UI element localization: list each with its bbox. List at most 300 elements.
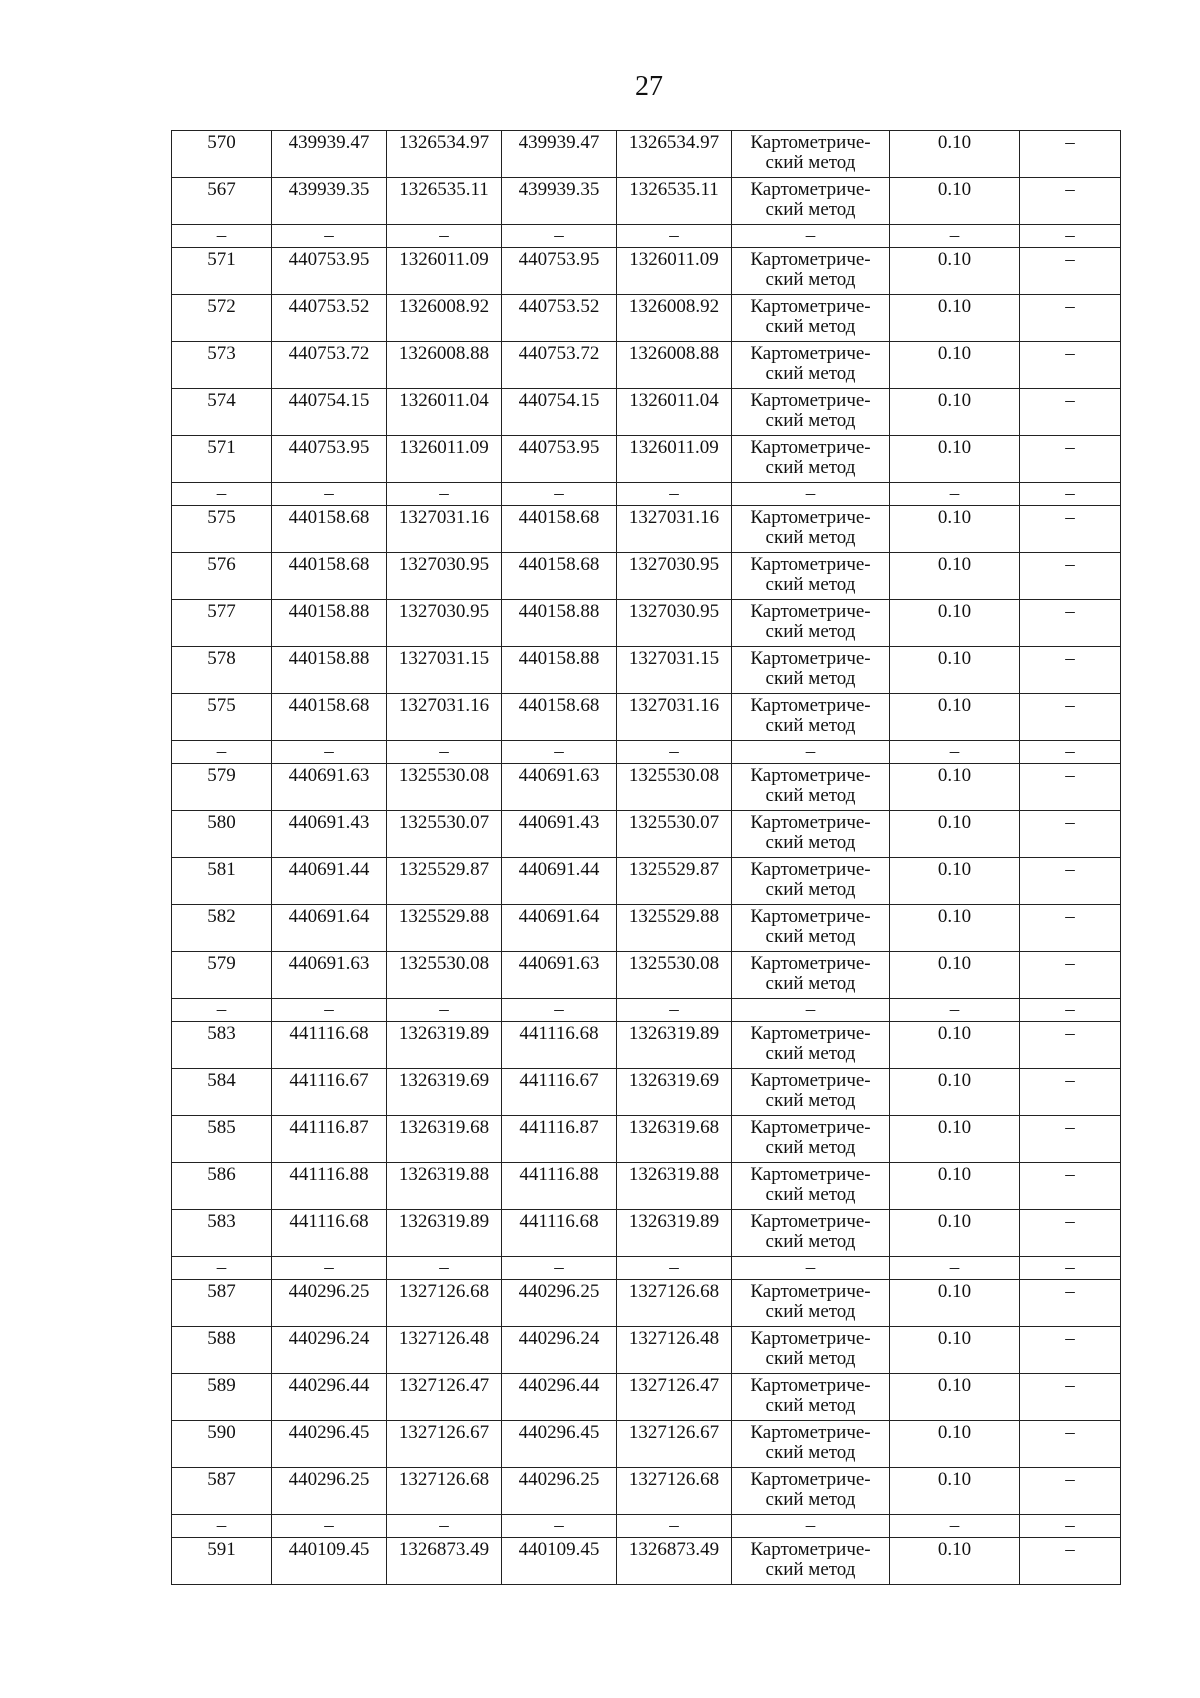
- method-line-1: Картометриче-: [750, 1539, 871, 1560]
- x-new-cell: 440753.52: [502, 295, 617, 342]
- table-row: [172, 506, 1121, 553]
- method-cell: [732, 1022, 890, 1069]
- accuracy-cell: 0.10: [890, 1374, 1020, 1421]
- note-cell: –: [1020, 647, 1121, 694]
- note-cell: –: [1020, 811, 1121, 858]
- point-number-cell: 579: [172, 952, 272, 999]
- method-line-1: Картометриче-: [750, 1070, 871, 1091]
- method-cell: [732, 553, 890, 600]
- separator-cell: –: [890, 1257, 1020, 1280]
- method-line-1: Картометриче-: [750, 695, 871, 716]
- table-row: [172, 647, 1121, 694]
- separator-cell: –: [617, 225, 732, 248]
- note-cell: –: [1020, 1210, 1121, 1257]
- x-existing-cell: 440296.44: [272, 1374, 387, 1421]
- y-existing-cell: 1327126.68: [387, 1280, 502, 1327]
- method-cell: [732, 389, 890, 436]
- method-line-2: ский метод: [765, 269, 856, 290]
- note-cell: –: [1020, 436, 1121, 483]
- x-new-cell: 441116.68: [502, 1022, 617, 1069]
- y-existing-cell: 1326319.69: [387, 1069, 502, 1116]
- method-line-2: ский метод: [765, 668, 856, 689]
- x-new-cell: 440296.24: [502, 1327, 617, 1374]
- note-cell: –: [1020, 600, 1121, 647]
- y-existing-cell: 1326008.92: [387, 295, 502, 342]
- note-cell: –: [1020, 506, 1121, 553]
- note-cell: –: [1020, 553, 1121, 600]
- method-line-1: Картометриче-: [750, 1281, 871, 1302]
- method-line-1: Картометриче-: [750, 132, 871, 153]
- y-existing-cell: 1327030.95: [387, 600, 502, 647]
- x-existing-cell: 440691.63: [272, 952, 387, 999]
- point-number-cell: 571: [172, 436, 272, 483]
- accuracy-cell: 0.10: [890, 248, 1020, 295]
- separator-cell: –: [732, 225, 890, 248]
- point-number-cell: 580: [172, 811, 272, 858]
- method-cell: [732, 811, 890, 858]
- table-row: [172, 1210, 1121, 1257]
- x-new-cell: 439939.35: [502, 178, 617, 225]
- point-number-cell: 588: [172, 1327, 272, 1374]
- accuracy-cell: 0.10: [890, 905, 1020, 952]
- separator-cell: –: [387, 1257, 502, 1280]
- note-cell: –: [1020, 1538, 1121, 1585]
- table-row: [172, 1538, 1121, 1585]
- separator-cell: –: [502, 999, 617, 1022]
- separator-cell: –: [1020, 225, 1121, 248]
- accuracy-cell: 0.10: [890, 694, 1020, 741]
- x-new-cell: 440158.88: [502, 647, 617, 694]
- point-number-cell: 575: [172, 694, 272, 741]
- table-row: [172, 389, 1121, 436]
- x-new-cell: 440158.68: [502, 506, 617, 553]
- method-line-1: Картометриче-: [750, 601, 871, 622]
- method-cell: [732, 764, 890, 811]
- x-existing-cell: 440753.95: [272, 248, 387, 295]
- x-existing-cell: 440296.45: [272, 1421, 387, 1468]
- method-cell: [732, 905, 890, 952]
- y-new-cell: 1326319.69: [617, 1069, 732, 1116]
- accuracy-cell: 0.10: [890, 295, 1020, 342]
- note-cell: –: [1020, 764, 1121, 811]
- method-line-1: Картометриче-: [750, 1023, 871, 1044]
- accuracy-cell: 0.10: [890, 1538, 1020, 1585]
- y-existing-cell: 1327031.16: [387, 694, 502, 741]
- point-number-cell: 585: [172, 1116, 272, 1163]
- separator-cell: –: [617, 741, 732, 764]
- method-line-1: Картометриче-: [750, 1422, 871, 1443]
- y-new-cell: 1326008.88: [617, 342, 732, 389]
- method-line-1: Картометриче-: [750, 296, 871, 317]
- separator-cell: –: [502, 225, 617, 248]
- separator-cell: –: [617, 483, 732, 506]
- point-number-cell: 574: [172, 389, 272, 436]
- note-cell: –: [1020, 952, 1121, 999]
- y-existing-cell: 1327031.16: [387, 506, 502, 553]
- method-line-1: Картометриче-: [750, 1211, 871, 1232]
- accuracy-cell: 0.10: [890, 811, 1020, 858]
- separator-cell: –: [1020, 483, 1121, 506]
- note-cell: –: [1020, 1022, 1121, 1069]
- x-new-cell: 440753.95: [502, 436, 617, 483]
- method-line-2: ский метод: [765, 1231, 856, 1252]
- table-row: [172, 1022, 1121, 1069]
- x-new-cell: 440753.95: [502, 248, 617, 295]
- point-number-cell: 587: [172, 1468, 272, 1515]
- point-number-cell: 578: [172, 647, 272, 694]
- x-new-cell: 440296.25: [502, 1280, 617, 1327]
- note-cell: –: [1020, 694, 1121, 741]
- page-number: 27: [635, 71, 663, 102]
- x-new-cell: 440753.72: [502, 342, 617, 389]
- accuracy-cell: 0.10: [890, 764, 1020, 811]
- y-new-cell: 1325529.87: [617, 858, 732, 905]
- separator-cell: –: [732, 999, 890, 1022]
- y-existing-cell: 1325530.07: [387, 811, 502, 858]
- x-existing-cell: 440109.45: [272, 1538, 387, 1585]
- method-cell: [732, 1116, 890, 1163]
- separator-cell: –: [890, 741, 1020, 764]
- x-existing-cell: 441116.68: [272, 1210, 387, 1257]
- method-line-2: ский метод: [765, 574, 856, 595]
- separator-cell: –: [387, 483, 502, 506]
- method-cell: [732, 131, 890, 178]
- method-cell: [732, 342, 890, 389]
- x-new-cell: 441116.87: [502, 1116, 617, 1163]
- method-line-2: ский метод: [765, 832, 856, 853]
- accuracy-cell: 0.10: [890, 1069, 1020, 1116]
- separator-row: [172, 999, 1121, 1022]
- note-cell: –: [1020, 248, 1121, 295]
- method-cell: [732, 1374, 890, 1421]
- point-number-cell: 571: [172, 248, 272, 295]
- separator-row: [172, 741, 1121, 764]
- point-number-cell: 587: [172, 1280, 272, 1327]
- separator-cell: –: [890, 225, 1020, 248]
- method-line-2: ский метод: [765, 1442, 856, 1463]
- y-new-cell: 1326535.11: [617, 178, 732, 225]
- x-new-cell: 440691.43: [502, 811, 617, 858]
- note-cell: –: [1020, 131, 1121, 178]
- x-existing-cell: 440753.95: [272, 436, 387, 483]
- method-line-1: Картометриче-: [750, 906, 871, 927]
- separator-cell: –: [890, 999, 1020, 1022]
- x-new-cell: 440691.44: [502, 858, 617, 905]
- separator-cell: –: [387, 741, 502, 764]
- method-line-1: Картометриче-: [750, 1164, 871, 1185]
- y-new-cell: 1326011.04: [617, 389, 732, 436]
- y-existing-cell: 1326011.04: [387, 389, 502, 436]
- accuracy-cell: 0.10: [890, 436, 1020, 483]
- x-new-cell: 440158.68: [502, 694, 617, 741]
- note-cell: –: [1020, 178, 1121, 225]
- x-new-cell: 441116.67: [502, 1069, 617, 1116]
- method-cell: [732, 1421, 890, 1468]
- table-row: [172, 1163, 1121, 1210]
- y-existing-cell: 1325530.08: [387, 764, 502, 811]
- separator-cell: –: [890, 483, 1020, 506]
- separator-cell: –: [1020, 741, 1121, 764]
- table-row: [172, 1374, 1121, 1421]
- accuracy-cell: 0.10: [890, 506, 1020, 553]
- method-line-1: Картометриче-: [750, 648, 871, 669]
- separator-row: [172, 1257, 1121, 1280]
- x-existing-cell: 440296.25: [272, 1280, 387, 1327]
- y-new-cell: 1327031.16: [617, 506, 732, 553]
- x-new-cell: 440158.68: [502, 553, 617, 600]
- accuracy-cell: 0.10: [890, 858, 1020, 905]
- separator-cell: –: [1020, 1257, 1121, 1280]
- separator-cell: –: [617, 999, 732, 1022]
- y-existing-cell: 1326011.09: [387, 248, 502, 295]
- method-cell: [732, 1327, 890, 1374]
- method-line-1: Картометриче-: [750, 1375, 871, 1396]
- accuracy-cell: 0.10: [890, 1210, 1020, 1257]
- method-line-2: ский метод: [765, 1301, 856, 1322]
- method-line-2: ский метод: [765, 1395, 856, 1416]
- method-cell: [732, 1163, 890, 1210]
- point-number-cell: 584: [172, 1069, 272, 1116]
- point-number-cell: 576: [172, 553, 272, 600]
- x-new-cell: 440158.88: [502, 600, 617, 647]
- table-row: [172, 952, 1121, 999]
- method-line-1: Картометриче-: [750, 1328, 871, 1349]
- note-cell: –: [1020, 1374, 1121, 1421]
- separator-cell: –: [732, 741, 890, 764]
- accuracy-cell: 0.10: [890, 178, 1020, 225]
- note-cell: –: [1020, 1468, 1121, 1515]
- x-existing-cell: 440158.88: [272, 600, 387, 647]
- table-row: [172, 131, 1121, 178]
- y-existing-cell: 1326011.09: [387, 436, 502, 483]
- point-number-cell: 589: [172, 1374, 272, 1421]
- point-number-cell: 586: [172, 1163, 272, 1210]
- y-new-cell: 1326534.97: [617, 131, 732, 178]
- y-existing-cell: 1325529.87: [387, 858, 502, 905]
- y-new-cell: 1326319.68: [617, 1116, 732, 1163]
- y-new-cell: 1326011.09: [617, 248, 732, 295]
- method-line-2: ский метод: [765, 1043, 856, 1064]
- x-existing-cell: 440158.68: [272, 694, 387, 741]
- point-number-cell: 591: [172, 1538, 272, 1585]
- table-row: [172, 1468, 1121, 1515]
- method-line-2: ский метод: [765, 621, 856, 642]
- method-cell: [732, 248, 890, 295]
- point-number-cell: 577: [172, 600, 272, 647]
- y-new-cell: 1326011.09: [617, 436, 732, 483]
- y-existing-cell: 1326008.88: [387, 342, 502, 389]
- accuracy-cell: 0.10: [890, 389, 1020, 436]
- separator-cell: –: [617, 1515, 732, 1538]
- y-existing-cell: 1325529.88: [387, 905, 502, 952]
- point-number-cell: 582: [172, 905, 272, 952]
- method-cell: [732, 436, 890, 483]
- note-cell: –: [1020, 1280, 1121, 1327]
- separator-cell: –: [272, 1515, 387, 1538]
- method-line-2: ский метод: [765, 1090, 856, 1111]
- method-cell: [732, 1280, 890, 1327]
- point-number-cell: 570: [172, 131, 272, 178]
- table-row: [172, 1327, 1121, 1374]
- x-existing-cell: 441116.67: [272, 1069, 387, 1116]
- table-row: [172, 905, 1121, 952]
- method-line-2: ский метод: [765, 152, 856, 173]
- method-line-2: ский метод: [765, 527, 856, 548]
- method-line-1: Картометриче-: [750, 859, 871, 880]
- separator-cell: –: [387, 1515, 502, 1538]
- method-cell: [732, 647, 890, 694]
- y-new-cell: 1327126.47: [617, 1374, 732, 1421]
- note-cell: –: [1020, 905, 1121, 952]
- accuracy-cell: 0.10: [890, 1421, 1020, 1468]
- separator-cell: –: [890, 1515, 1020, 1538]
- method-line-1: Картометриче-: [750, 507, 871, 528]
- method-line-1: Картометриче-: [750, 554, 871, 575]
- point-number-cell: 573: [172, 342, 272, 389]
- x-new-cell: 440691.63: [502, 764, 617, 811]
- x-existing-cell: 440753.52: [272, 295, 387, 342]
- method-cell: [732, 295, 890, 342]
- y-existing-cell: 1326873.49: [387, 1538, 502, 1585]
- y-existing-cell: 1326534.97: [387, 131, 502, 178]
- y-existing-cell: 1327030.95: [387, 553, 502, 600]
- x-new-cell: 440109.45: [502, 1538, 617, 1585]
- point-number-cell: 567: [172, 178, 272, 225]
- method-cell: [732, 1538, 890, 1585]
- separator-row: [172, 225, 1121, 248]
- y-new-cell: 1327126.68: [617, 1280, 732, 1327]
- method-cell: [732, 1210, 890, 1257]
- method-cell: [732, 1069, 890, 1116]
- y-existing-cell: 1327126.48: [387, 1327, 502, 1374]
- x-existing-cell: 440753.72: [272, 342, 387, 389]
- y-existing-cell: 1327031.15: [387, 647, 502, 694]
- point-number-cell: 575: [172, 506, 272, 553]
- method-line-2: ский метод: [765, 1348, 856, 1369]
- separator-cell: –: [502, 483, 617, 506]
- accuracy-cell: 0.10: [890, 342, 1020, 389]
- note-cell: –: [1020, 389, 1121, 436]
- method-line-2: ский метод: [765, 457, 856, 478]
- point-number-cell: 579: [172, 764, 272, 811]
- y-new-cell: 1327031.15: [617, 647, 732, 694]
- accuracy-cell: 0.10: [890, 1280, 1020, 1327]
- method-cell: [732, 1468, 890, 1515]
- y-new-cell: 1327126.68: [617, 1468, 732, 1515]
- table-row: [172, 553, 1121, 600]
- separator-cell: –: [272, 999, 387, 1022]
- x-existing-cell: 440158.68: [272, 553, 387, 600]
- separator-cell: –: [172, 1257, 272, 1280]
- coordinates-table: [171, 130, 1121, 1585]
- table-row: [172, 600, 1121, 647]
- table-row: [172, 295, 1121, 342]
- method-line-1: Картометриче-: [750, 343, 871, 364]
- x-existing-cell: 440754.15: [272, 389, 387, 436]
- method-line-1: Картометриче-: [750, 812, 871, 833]
- x-new-cell: 440691.63: [502, 952, 617, 999]
- y-new-cell: 1325530.08: [617, 952, 732, 999]
- separator-cell: –: [1020, 999, 1121, 1022]
- note-cell: –: [1020, 1163, 1121, 1210]
- y-new-cell: 1325530.08: [617, 764, 732, 811]
- method-line-1: Картометриче-: [750, 179, 871, 200]
- method-line-1: Картометриче-: [750, 249, 871, 270]
- separator-cell: –: [172, 741, 272, 764]
- accuracy-cell: 0.10: [890, 131, 1020, 178]
- method-cell: [732, 506, 890, 553]
- separator-cell: –: [502, 1515, 617, 1538]
- table-row: [172, 436, 1121, 483]
- separator-cell: –: [732, 483, 890, 506]
- note-cell: –: [1020, 1069, 1121, 1116]
- separator-cell: –: [272, 1257, 387, 1280]
- accuracy-cell: 0.10: [890, 1163, 1020, 1210]
- y-new-cell: 1327030.95: [617, 600, 732, 647]
- point-number-cell: 590: [172, 1421, 272, 1468]
- table-row: [172, 694, 1121, 741]
- separator-row: [172, 483, 1121, 506]
- separator-cell: –: [272, 741, 387, 764]
- method-line-1: Картометриче-: [750, 1117, 871, 1138]
- y-new-cell: 1325530.07: [617, 811, 732, 858]
- method-cell: [732, 952, 890, 999]
- point-number-cell: 583: [172, 1210, 272, 1257]
- x-new-cell: 440296.44: [502, 1374, 617, 1421]
- x-existing-cell: 440158.68: [272, 506, 387, 553]
- table-row: [172, 1280, 1121, 1327]
- x-new-cell: 440691.64: [502, 905, 617, 952]
- y-existing-cell: 1325530.08: [387, 952, 502, 999]
- y-new-cell: 1326319.89: [617, 1022, 732, 1069]
- separator-row: [172, 1515, 1121, 1538]
- y-new-cell: 1325529.88: [617, 905, 732, 952]
- y-existing-cell: 1326319.89: [387, 1210, 502, 1257]
- y-existing-cell: 1327126.68: [387, 1468, 502, 1515]
- accuracy-cell: 0.10: [890, 1116, 1020, 1163]
- accuracy-cell: 0.10: [890, 600, 1020, 647]
- table-row: [172, 1421, 1121, 1468]
- method-line-2: ский метод: [765, 926, 856, 947]
- method-line-2: ский метод: [765, 715, 856, 736]
- note-cell: –: [1020, 858, 1121, 905]
- separator-cell: –: [732, 1515, 890, 1538]
- y-existing-cell: 1327126.47: [387, 1374, 502, 1421]
- y-existing-cell: 1326319.68: [387, 1116, 502, 1163]
- method-line-2: ский метод: [765, 973, 856, 994]
- method-line-2: ский метод: [765, 1137, 856, 1158]
- x-existing-cell: 439939.35: [272, 178, 387, 225]
- separator-cell: –: [172, 483, 272, 506]
- table-row: [172, 858, 1121, 905]
- note-cell: –: [1020, 1327, 1121, 1374]
- method-line-1: Картометриче-: [750, 953, 871, 974]
- table-body: [172, 131, 1121, 1585]
- separator-cell: –: [272, 483, 387, 506]
- y-existing-cell: 1326319.89: [387, 1022, 502, 1069]
- point-number-cell: 581: [172, 858, 272, 905]
- method-line-1: Картометриче-: [750, 390, 871, 411]
- method-line-1: Картометриче-: [750, 1469, 871, 1490]
- y-new-cell: 1326319.88: [617, 1163, 732, 1210]
- y-new-cell: 1327030.95: [617, 553, 732, 600]
- accuracy-cell: 0.10: [890, 952, 1020, 999]
- method-line-2: ский метод: [765, 879, 856, 900]
- x-existing-cell: 441116.87: [272, 1116, 387, 1163]
- y-existing-cell: 1326319.88: [387, 1163, 502, 1210]
- accuracy-cell: 0.10: [890, 1327, 1020, 1374]
- separator-cell: –: [1020, 1515, 1121, 1538]
